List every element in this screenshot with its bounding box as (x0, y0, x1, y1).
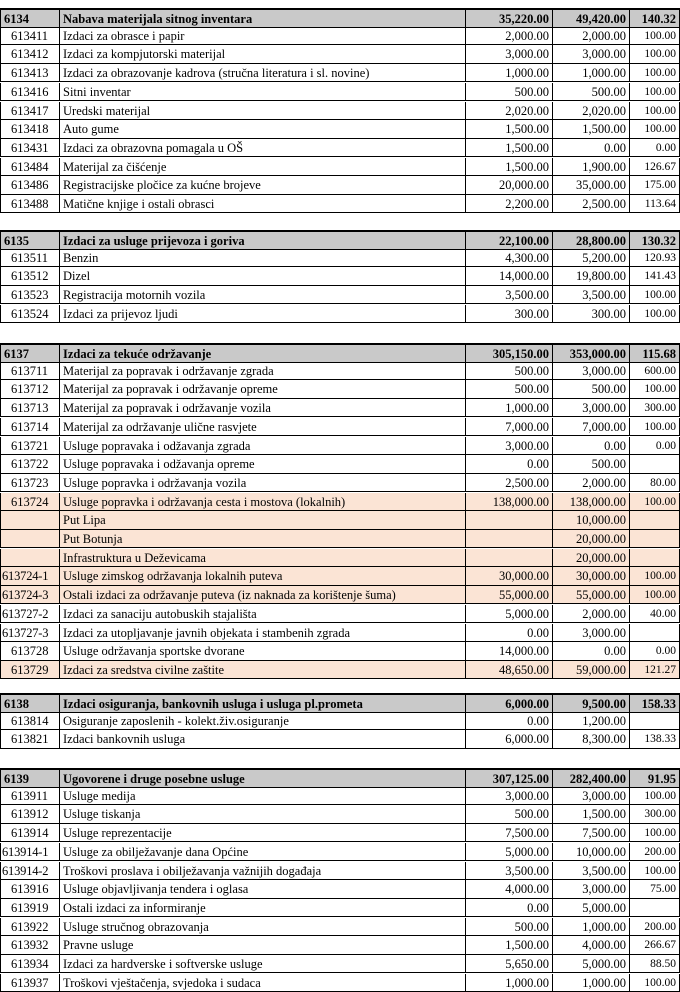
index-percent: 126.67 (630, 158, 680, 176)
index-percent: 113.64 (630, 195, 680, 213)
table-row (0, 176, 680, 194)
section-title: Ugovorene i druge posebne usluge (60, 768, 466, 788)
amount-plan: 20,000.00 (466, 176, 553, 194)
amount-revised: 2,000.00 (553, 27, 630, 45)
index-percent (630, 455, 680, 473)
amount-plan: 500.00 (466, 380, 553, 398)
table-row (0, 642, 680, 660)
account-name: Put Botunja (60, 530, 466, 548)
table-row (0, 567, 680, 585)
table-row (0, 824, 680, 842)
amount-revised: 1,500.00 (553, 805, 630, 823)
amount-plan: 5,650.00 (466, 955, 553, 973)
account-name: Usluge zimskog održavanja lokalnih puteva (60, 567, 466, 585)
amount-revised: 300.00 (553, 305, 630, 323)
amount-plan: 55,000.00 (466, 586, 553, 604)
account-name: Put Lipa (60, 511, 466, 529)
amount-plan: 4,300.00 (466, 249, 553, 267)
amount-plan: 2,020.00 (466, 102, 553, 120)
section-code: 6138 (0, 693, 60, 713)
account-name: Izdaci za sanaciju autobuskih stajališta (60, 605, 466, 623)
amount-revised: 30,000.00 (553, 567, 630, 585)
account-code: 613724 (0, 493, 60, 511)
account-name: Materijal za popravak i održavanje vozila (60, 399, 466, 417)
index-percent: 100.00 (630, 64, 680, 82)
amount-plan: 30,000.00 (466, 567, 553, 585)
table-row (0, 843, 680, 861)
account-code: 613511 (0, 249, 60, 267)
amount-revised: 1,500.00 (553, 120, 630, 138)
amount-revised: 20,000.00 (553, 530, 630, 548)
amount-revised: 10,000.00 (553, 843, 630, 861)
section-header-row (0, 230, 680, 250)
amount-revised: 0.00 (553, 642, 630, 660)
index-percent: 100.00 (630, 120, 680, 138)
table-row (0, 437, 680, 455)
account-name: Usluge stručnog obrazovanja (60, 918, 466, 936)
amount-plan: 2,000.00 (466, 27, 553, 45)
index-percent: 0.00 (630, 642, 680, 660)
account-name: Registracija motornih vozila (60, 286, 466, 304)
amount-plan: 1,000.00 (466, 64, 553, 82)
account-code: 613914 (0, 824, 60, 842)
amount-revised: 19,800.00 (553, 267, 630, 285)
table-row (0, 305, 680, 323)
account-name: Benzin (60, 249, 466, 267)
table-row (0, 787, 680, 805)
amount-plan (466, 530, 553, 548)
account-code: 613713 (0, 399, 60, 417)
table-row (0, 64, 680, 82)
table-row (0, 530, 680, 548)
amount-plan: 35,220.00 (466, 8, 553, 28)
amount-plan: 500.00 (466, 83, 553, 101)
table-row (0, 974, 680, 992)
index-percent: 100.00 (630, 102, 680, 120)
amount-plan: 48,650.00 (466, 661, 553, 679)
index-percent: 100.00 (630, 567, 680, 585)
account-name: Infrastruktura u Deževicama (60, 549, 466, 567)
section-header-row (0, 693, 680, 713)
amount-plan: 14,000.00 (466, 267, 553, 285)
amount-revised: 1,900.00 (553, 158, 630, 176)
table-row (0, 195, 680, 213)
amount-revised: 3,500.00 (553, 286, 630, 304)
account-code: 613722 (0, 455, 60, 473)
account-code: 613937 (0, 974, 60, 992)
table-row (0, 493, 680, 511)
amount-plan: 5,000.00 (466, 605, 553, 623)
account-name: Usluge za obilježavanje dana Općine (60, 843, 466, 861)
index-percent: 115.68 (630, 343, 680, 363)
index-percent: 100.00 (630, 586, 680, 604)
amount-plan: 1,000.00 (466, 399, 553, 417)
index-percent: 100.00 (630, 380, 680, 398)
index-percent: 158.33 (630, 693, 680, 713)
account-name: Izdaci za obrazovanje kadrova (stručna literatura i sl. novine) (60, 64, 466, 82)
amount-revised: 3,500.00 (553, 862, 630, 880)
table-row (0, 286, 680, 304)
index-percent: 140.32 (630, 8, 680, 28)
table-row (0, 862, 680, 880)
index-percent: 100.00 (630, 493, 680, 511)
account-name: Usluge popravka i održavanja vozila (60, 474, 466, 492)
amount-revised: 2,500.00 (553, 195, 630, 213)
index-percent: 600.00 (630, 362, 680, 380)
index-percent: 300.00 (630, 805, 680, 823)
index-percent (630, 899, 680, 917)
amount-revised: 59,000.00 (553, 661, 630, 679)
account-code (0, 511, 60, 529)
section-header-row (0, 343, 680, 363)
account-name: Usluge održavanja sportske dvorane (60, 642, 466, 660)
table-row (0, 899, 680, 917)
amount-revised: 5,200.00 (553, 249, 630, 267)
account-name: Izdaci za obrazovna pomagala u OŠ (60, 139, 466, 157)
account-name: Dizel (60, 267, 466, 285)
index-percent: 200.00 (630, 918, 680, 936)
amount-plan: 300.00 (466, 305, 553, 323)
account-code: 613727-3 (0, 624, 60, 642)
table-row (0, 362, 680, 380)
account-code: 613912 (0, 805, 60, 823)
account-name: Materijal za popravak i održavanje opreme (60, 380, 466, 398)
amount-revised: 1,200.00 (553, 712, 630, 730)
account-name: Matične knjige i ostali obrasci (60, 195, 466, 213)
table-row (0, 249, 680, 267)
table-row (0, 661, 680, 679)
account-code: 613728 (0, 642, 60, 660)
account-code: 613512 (0, 267, 60, 285)
table-row (0, 399, 680, 417)
account-code: 613524 (0, 305, 60, 323)
index-percent: 175.00 (630, 176, 680, 194)
account-code: 613724-3 (0, 586, 60, 604)
account-code: 613911 (0, 787, 60, 805)
amount-plan: 0.00 (466, 624, 553, 642)
index-percent (630, 549, 680, 567)
index-percent (630, 530, 680, 548)
account-code: 613914-2 (0, 862, 60, 880)
index-percent: 200.00 (630, 843, 680, 861)
account-code: 613727-2 (0, 605, 60, 623)
account-name: Osiguranje zaposlenih - kolekt.živ.osiguranje (60, 712, 466, 730)
account-name: Izdaci za kompjutorski materijal (60, 45, 466, 63)
amount-revised: 500.00 (553, 83, 630, 101)
index-percent: 266.67 (630, 936, 680, 954)
account-code: 613523 (0, 286, 60, 304)
table-row (0, 267, 680, 285)
index-percent: 100.00 (630, 286, 680, 304)
index-percent: 0.00 (630, 437, 680, 455)
amount-revised: 500.00 (553, 380, 630, 398)
amount-plan: 3,000.00 (466, 45, 553, 63)
account-name: Registracijske pločice za kućne brojeve (60, 176, 466, 194)
index-percent: 88.50 (630, 955, 680, 973)
table-row (0, 955, 680, 973)
table-row (0, 712, 680, 730)
table-row (0, 158, 680, 176)
amount-plan: 22,100.00 (466, 230, 553, 250)
index-percent (630, 511, 680, 529)
amount-plan: 6,000.00 (466, 693, 553, 713)
section-code: 6137 (0, 343, 60, 363)
account-code: 613814 (0, 712, 60, 730)
index-percent: 40.00 (630, 605, 680, 623)
account-name: Troškovi vještačenja, svjedoka i sudaca (60, 974, 466, 992)
account-code: 613934 (0, 955, 60, 973)
account-name: Usluge popravka i održavanja cesta i mostova (lokalnih) (60, 493, 466, 511)
index-percent: 91.95 (630, 768, 680, 788)
table-row (0, 730, 680, 748)
index-percent: 100.00 (630, 862, 680, 880)
amount-plan: 1,500.00 (466, 120, 553, 138)
index-percent: 130.32 (630, 230, 680, 250)
section-code: 6134 (0, 8, 60, 28)
index-percent: 0.00 (630, 139, 680, 157)
account-code: 613484 (0, 158, 60, 176)
account-name: Usluge tiskanja (60, 805, 466, 823)
amount-revised: 353,000.00 (553, 343, 630, 363)
table-row (0, 511, 680, 529)
account-name: Materijal za održavanje ulične rasvjete (60, 418, 466, 436)
account-code (0, 530, 60, 548)
account-name: Materijal za popravak i održavanje zgrada (60, 362, 466, 380)
account-code: 613416 (0, 83, 60, 101)
amount-revised: 49,420.00 (553, 8, 630, 28)
section-title: Izdaci osiguranja, bankovnih usluga i usluga pl.prometa (60, 693, 466, 713)
account-code: 613488 (0, 195, 60, 213)
amount-plan: 3,500.00 (466, 862, 553, 880)
account-code: 613431 (0, 139, 60, 157)
amount-plan: 500.00 (466, 918, 553, 936)
amount-revised: 35,000.00 (553, 176, 630, 194)
account-code: 613821 (0, 730, 60, 748)
amount-revised: 138,000.00 (553, 493, 630, 511)
table-row (0, 586, 680, 604)
amount-plan: 3,000.00 (466, 437, 553, 455)
account-name: Auto gume (60, 120, 466, 138)
index-percent: 121.27 (630, 661, 680, 679)
index-percent: 100.00 (630, 974, 680, 992)
account-name: Izdaci za obrasce i papir (60, 27, 466, 45)
amount-revised: 2,020.00 (553, 102, 630, 120)
table-row (0, 418, 680, 436)
table-row (0, 474, 680, 492)
account-name: Troškovi proslava i obilježavanja važnijih događaja (60, 862, 466, 880)
amount-plan: 2,500.00 (466, 474, 553, 492)
account-name: Materijal za čišćenje (60, 158, 466, 176)
index-percent: 100.00 (630, 824, 680, 842)
amount-revised: 55,000.00 (553, 586, 630, 604)
amount-plan: 7,500.00 (466, 824, 553, 842)
account-code: 613932 (0, 936, 60, 954)
account-code: 613413 (0, 64, 60, 82)
amount-plan: 3,000.00 (466, 787, 553, 805)
amount-revised: 2,000.00 (553, 605, 630, 623)
amount-plan: 307,125.00 (466, 768, 553, 788)
account-name: Izdaci za prijevoz ljudi (60, 305, 466, 323)
amount-plan (466, 549, 553, 567)
table-row (0, 549, 680, 567)
table-row (0, 918, 680, 936)
amount-revised: 500.00 (553, 455, 630, 473)
index-percent: 100.00 (630, 787, 680, 805)
amount-plan: 500.00 (466, 805, 553, 823)
table-row (0, 880, 680, 898)
amount-revised: 5,000.00 (553, 899, 630, 917)
index-percent: 141.43 (630, 267, 680, 285)
account-code: 613721 (0, 437, 60, 455)
section-title: Nabava materijala sitnog inventara (60, 8, 466, 28)
amount-revised: 5,000.00 (553, 955, 630, 973)
section-title: Izdaci za usluge prijevoza i goriva (60, 230, 466, 250)
index-percent: 100.00 (630, 27, 680, 45)
account-name: Izdaci za hardverske i softverske usluge (60, 955, 466, 973)
account-code: 613729 (0, 661, 60, 679)
account-name: Izdaci za sredstva civilne zaštite (60, 661, 466, 679)
amount-plan: 1,500.00 (466, 936, 553, 954)
account-name: Pravne usluge (60, 936, 466, 954)
amount-revised: 28,800.00 (553, 230, 630, 250)
index-percent: 75.00 (630, 880, 680, 898)
account-name: Ostali izdaci za održavanje puteva (iz naknada za korištenje šuma) (60, 586, 466, 604)
amount-plan: 1,000.00 (466, 974, 553, 992)
account-name: Ostali izdaci za informiranje (60, 899, 466, 917)
index-percent: 120.93 (630, 249, 680, 267)
amount-revised: 9,500.00 (553, 693, 630, 713)
amount-plan: 0.00 (466, 712, 553, 730)
amount-revised: 2,000.00 (553, 474, 630, 492)
amount-revised: 3,000.00 (553, 624, 630, 642)
account-code: 613916 (0, 880, 60, 898)
amount-revised: 10,000.00 (553, 511, 630, 529)
amount-plan: 1,500.00 (466, 139, 553, 157)
amount-revised: 4,000.00 (553, 936, 630, 954)
account-name: Usluge reprezentacije (60, 824, 466, 842)
index-percent (630, 712, 680, 730)
amount-plan: 7,000.00 (466, 418, 553, 436)
index-percent: 138.33 (630, 730, 680, 748)
index-percent: 80.00 (630, 474, 680, 492)
amount-plan (466, 511, 553, 529)
amount-plan: 0.00 (466, 899, 553, 917)
amount-revised: 8,300.00 (553, 730, 630, 748)
amount-revised: 20,000.00 (553, 549, 630, 567)
account-code: 613922 (0, 918, 60, 936)
amount-plan: 305,150.00 (466, 343, 553, 363)
amount-plan: 0.00 (466, 455, 553, 473)
index-percent: 100.00 (630, 45, 680, 63)
account-name: Usluge medija (60, 787, 466, 805)
amount-revised: 3,000.00 (553, 399, 630, 417)
amount-revised: 7,500.00 (553, 824, 630, 842)
section-title: Izdaci za tekuće održavanje (60, 343, 466, 363)
amount-revised: 282,400.00 (553, 768, 630, 788)
table-row (0, 139, 680, 157)
amount-revised: 1,000.00 (553, 974, 630, 992)
amount-revised: 1,000.00 (553, 64, 630, 82)
account-name: Izdaci za utopljavanje javnih objekata i stambenih zgrada (60, 624, 466, 642)
section-code: 6135 (0, 230, 60, 250)
table-row (0, 805, 680, 823)
table-row (0, 27, 680, 45)
account-code: 613711 (0, 362, 60, 380)
table-row (0, 455, 680, 473)
account-name: Usluge popravaka i odžavanja zgrada (60, 437, 466, 455)
amount-plan: 4,000.00 (466, 880, 553, 898)
index-percent: 100.00 (630, 305, 680, 323)
account-name: Uredski materijal (60, 102, 466, 120)
account-code: 613417 (0, 102, 60, 120)
amount-revised: 0.00 (553, 437, 630, 455)
index-percent: 100.00 (630, 418, 680, 436)
amount-revised: 3,000.00 (553, 787, 630, 805)
amount-revised: 7,000.00 (553, 418, 630, 436)
account-name: Usluge popravaka i odžavanja opreme (60, 455, 466, 473)
amount-plan: 6,000.00 (466, 730, 553, 748)
account-name: Sitni inventar (60, 83, 466, 101)
account-name: Usluge objavljivanja tendera i oglasa (60, 880, 466, 898)
account-code: 613919 (0, 899, 60, 917)
account-code: 613914-1 (0, 843, 60, 861)
account-code: 613724-1 (0, 567, 60, 585)
section-code: 6139 (0, 768, 60, 788)
account-code: 613714 (0, 418, 60, 436)
table-row (0, 45, 680, 63)
amount-revised: 3,000.00 (553, 45, 630, 63)
table-row (0, 936, 680, 954)
table-row (0, 624, 680, 642)
account-code: 613486 (0, 176, 60, 194)
account-code: 613418 (0, 120, 60, 138)
account-code: 613411 (0, 27, 60, 45)
amount-plan: 1,500.00 (466, 158, 553, 176)
amount-plan: 500.00 (466, 362, 553, 380)
section-header-row (0, 8, 680, 28)
table-row (0, 605, 680, 623)
table-row (0, 120, 680, 138)
amount-plan: 3,500.00 (466, 286, 553, 304)
amount-plan: 14,000.00 (466, 642, 553, 660)
amount-revised: 3,000.00 (553, 362, 630, 380)
amount-revised: 0.00 (553, 139, 630, 157)
table-row (0, 102, 680, 120)
table-row (0, 83, 680, 101)
amount-revised: 1,000.00 (553, 918, 630, 936)
table-row (0, 380, 680, 398)
amount-revised: 3,000.00 (553, 880, 630, 898)
account-code (0, 549, 60, 567)
amount-plan: 5,000.00 (466, 843, 553, 861)
account-name: Izdaci bankovnih usluga (60, 730, 466, 748)
index-percent: 300.00 (630, 399, 680, 417)
account-code: 613723 (0, 474, 60, 492)
index-percent (630, 624, 680, 642)
amount-plan: 2,200.00 (466, 195, 553, 213)
section-header-row (0, 768, 680, 788)
index-percent: 100.00 (630, 83, 680, 101)
account-code: 613712 (0, 380, 60, 398)
account-code: 613412 (0, 45, 60, 63)
amount-plan: 138,000.00 (466, 493, 553, 511)
